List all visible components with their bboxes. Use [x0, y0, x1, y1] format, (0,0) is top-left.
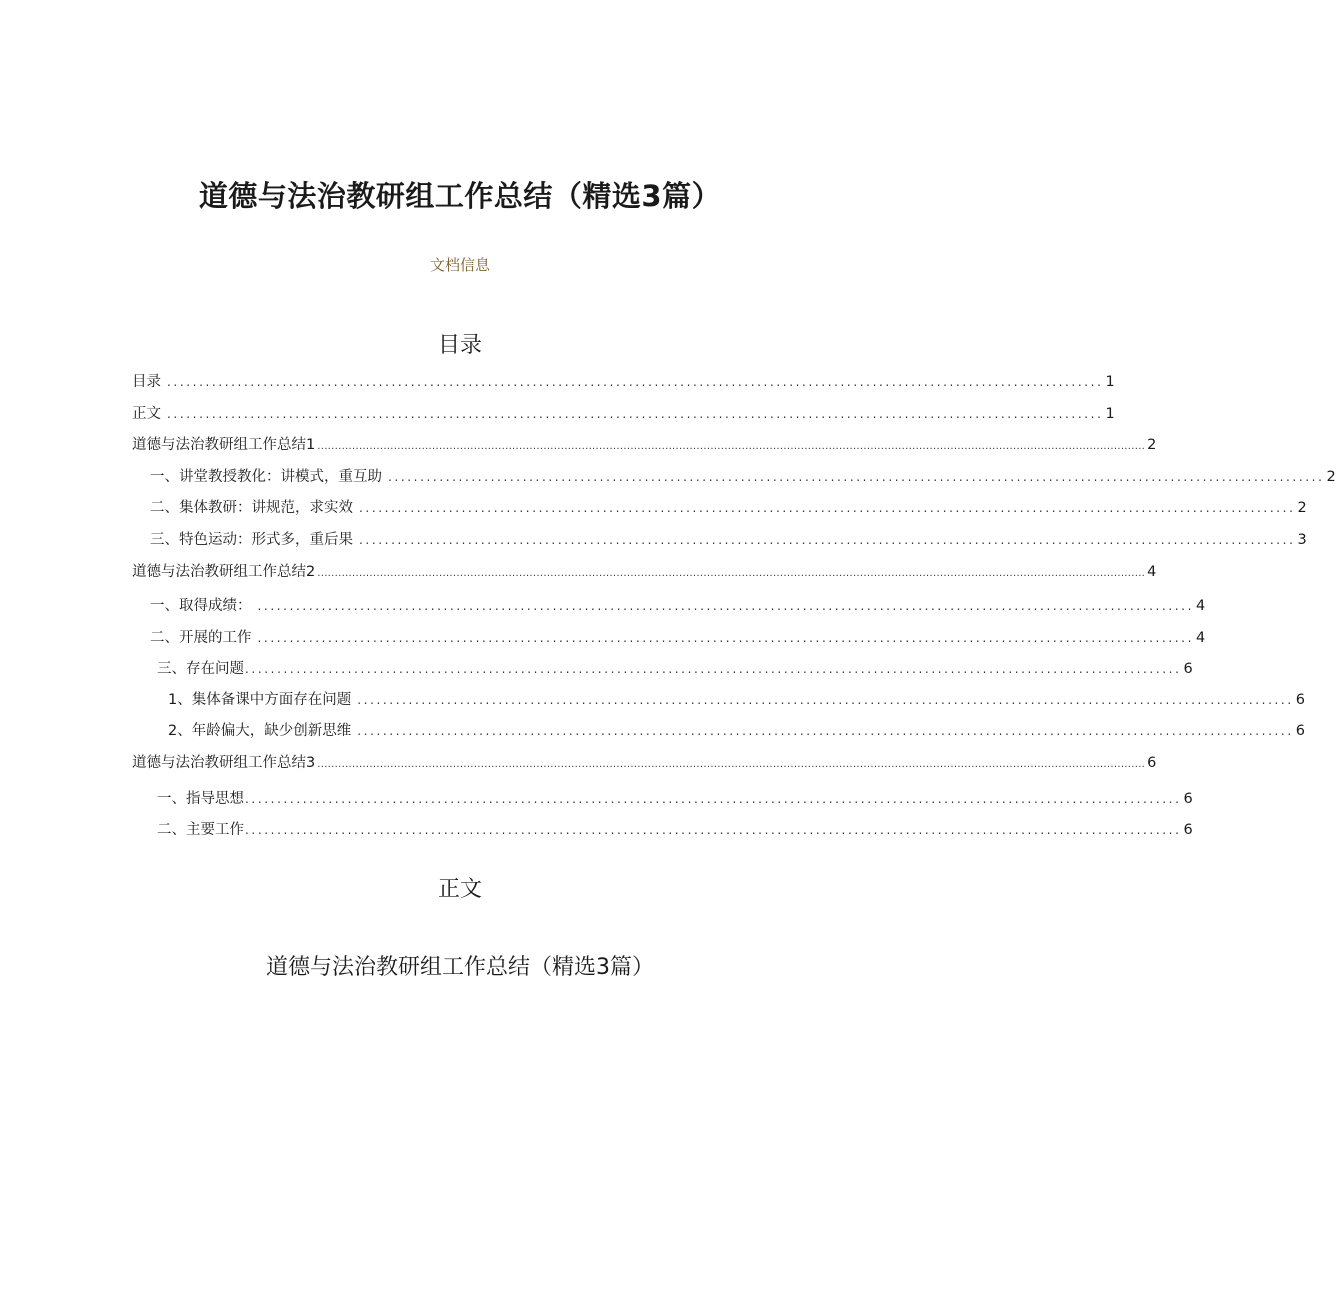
- toc-entry-label: 二、主要工作: [157, 822, 244, 838]
- toc-leader: ..................................................................................................................................................: [245, 662, 1182, 676]
- toc-entry-label: 道德与法治教研组工作总结1: [132, 437, 316, 453]
- toc-page-number: 6: [1295, 723, 1305, 739]
- toc-entry-label: 二、开展的工作: [150, 630, 252, 646]
- toc-leader: ..................................................................................................................................................: [167, 407, 1104, 421]
- toc-leader: ..................................................................................................................................................: [359, 533, 1296, 547]
- toc-entry[interactable]: [168, 690, 1305, 710]
- toc-leader: ..................................................................................................................................................: [388, 470, 1325, 484]
- toc-heading: 目录: [437, 333, 482, 358]
- toc-page-number: 2: [1147, 437, 1157, 453]
- toc-entry-label: 三、特色运动：形式多，重后果: [150, 532, 353, 548]
- toc-entry-label: 1、集体备课中方面存在问题: [168, 692, 352, 708]
- toc-leader: ..................................................................................................................................................: [257, 631, 1195, 645]
- toc-entry[interactable]: [168, 721, 1305, 741]
- toc-entry-label: 道德与法治教研组工作总结2: [132, 564, 316, 580]
- toc-leader: ..................................................................................................................................................: [245, 792, 1182, 806]
- document-info-link[interactable]: 文档信息: [429, 256, 490, 274]
- toc-page-number: 4: [1147, 564, 1157, 580]
- toc-entry[interactable]: [150, 498, 1307, 518]
- toc-entry-label: 三、存在问题: [157, 661, 244, 677]
- toc-page-number: 4: [1196, 598, 1206, 614]
- toc-page-number: 6: [1183, 661, 1193, 677]
- toc-entry[interactable]: [150, 596, 1206, 616]
- toc-entry[interactable]: [132, 562, 1157, 582]
- body-title: 道德与法治教研组工作总结（精选3篇）: [266, 955, 654, 980]
- toc-entry-label: 2、年龄偏大，缺少创新思维: [168, 723, 352, 739]
- toc-page-number: 6: [1147, 755, 1157, 771]
- toc-leader: ..................................................................................................................................................: [357, 693, 1294, 707]
- body-heading: 正文: [437, 877, 482, 902]
- toc-entry[interactable]: [132, 435, 1157, 455]
- toc-leader: ..................................................................................................................................................: [357, 724, 1294, 738]
- toc-page-number: 2: [1326, 469, 1336, 485]
- toc-page-number: 4: [1196, 630, 1206, 646]
- toc-leader: ..............................................................................................................................................................................................................................................: [317, 759, 1146, 770]
- toc-entry-label: 道德与法治教研组工作总结3: [132, 755, 316, 771]
- toc-page-number: 2: [1297, 500, 1307, 516]
- toc-leader: ..............................................................................................................................................................................................................................................: [317, 441, 1146, 452]
- toc-entry[interactable]: [132, 404, 1115, 424]
- toc-entry[interactable]: [150, 467, 1336, 487]
- toc-page-number: 1: [1105, 374, 1115, 390]
- toc-entry-label: 目录: [132, 374, 161, 390]
- toc-leader: ..................................................................................................................................................: [359, 501, 1296, 515]
- toc-entry-label: 一、取得成绩：: [150, 598, 252, 614]
- toc-entry[interactable]: [157, 820, 1193, 840]
- toc-page-number: 6: [1183, 822, 1193, 838]
- toc-entry-label: 一、讲堂教授教化：讲模式，重互助: [150, 469, 382, 485]
- toc-entry-label: 一、指导思想: [157, 791, 244, 807]
- toc-entry[interactable]: [150, 628, 1206, 648]
- toc-entry-label: 二、集体教研：讲规范，求实效: [150, 500, 353, 516]
- toc-leader: ..................................................................................................................................................: [257, 599, 1195, 613]
- toc-entry[interactable]: [157, 789, 1193, 809]
- document-title: 道德与法治教研组工作总结（精选3篇）: [198, 179, 722, 213]
- toc-page-number: 3: [1297, 532, 1307, 548]
- toc-entry-label: 正文: [132, 406, 161, 422]
- toc-page-number: 1: [1105, 406, 1115, 422]
- toc-entry[interactable]: [132, 753, 1157, 773]
- toc-entry[interactable]: [157, 659, 1193, 679]
- toc-page-number: 6: [1295, 692, 1305, 708]
- toc-page-number: 6: [1183, 791, 1193, 807]
- toc-entry[interactable]: [150, 530, 1307, 550]
- toc-leader: ..................................................................................................................................................: [167, 375, 1104, 389]
- toc-leader: ..............................................................................................................................................................................................................................................: [317, 568, 1146, 579]
- toc-entry[interactable]: [132, 372, 1115, 392]
- toc-leader: ..................................................................................................................................................: [245, 823, 1182, 837]
